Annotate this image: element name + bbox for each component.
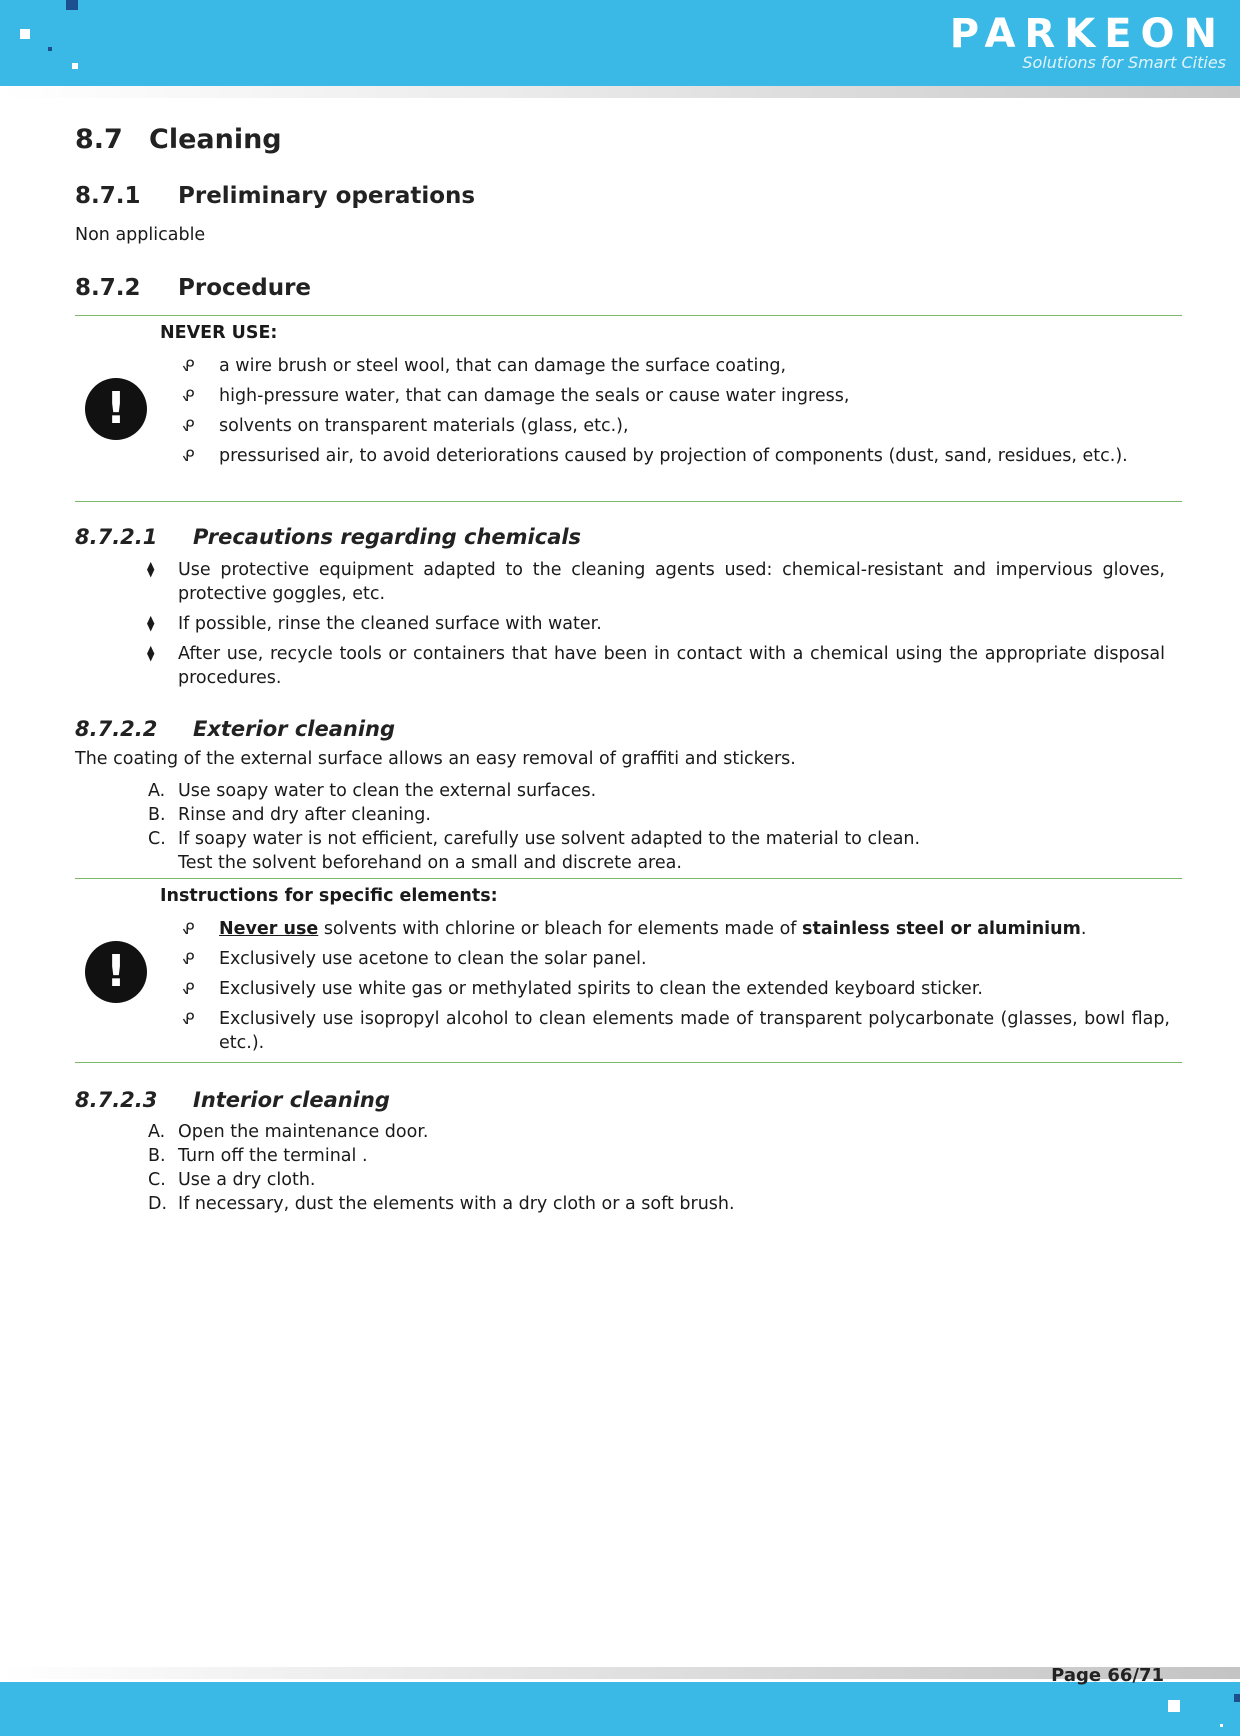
decor-square: [48, 47, 52, 51]
subsubsection-title: Precautions regarding chemicals: [193, 525, 582, 549]
decor-square: [66, 0, 78, 10]
subsubsection-heading-exterior: [75, 717, 395, 741]
brand-name: PARKEON: [949, 11, 1226, 57]
list-item: ⧫ After use, recycle tools or containers that have been in contact with a chemical using the appropriate disposal procedures.: [75, 642, 1165, 690]
list-item: ᕵ solvents on transparent materials (glass, etc.),: [182, 416, 629, 436]
bullet-icon: ᕵ: [182, 980, 195, 998]
interior-steps: [75, 1120, 735, 1216]
bullet-icon: ᕵ: [182, 447, 195, 465]
subsubsection-number: 8.7.2.1: [75, 525, 158, 549]
instructions-list: [75, 917, 1170, 1061]
list-item: ᕵ Exclusively use white gas or methylated spirits to clean the extended keyboard sticker.: [182, 979, 983, 999]
preliminary-text: Non applicable: [75, 225, 206, 245]
subsection-number: 8.7.1: [75, 183, 141, 209]
exterior-steps: [75, 779, 920, 875]
step-item: C. If soapy water is not efficient, carefully use solvent adapted to the material to clean.: [148, 829, 921, 849]
subsection-heading-preliminary: [75, 183, 475, 209]
bullet-icon: ᕵ: [182, 417, 195, 435]
chemical-precautions-list: [75, 558, 1165, 696]
never-use-warning-box: [75, 315, 1182, 502]
list-item: ⧫ If possible, rinse the cleaned surface with water.: [75, 612, 1165, 636]
bullet-icon: ᕵ: [182, 357, 195, 375]
subsection-title: Procedure: [178, 275, 312, 301]
subsubsection-title: Interior cleaning: [193, 1088, 390, 1112]
subsection-title: Preliminary operations: [178, 183, 476, 209]
section-number: 8.7: [75, 124, 123, 155]
step-item: A. Use soapy water to clean the external surfaces.: [148, 781, 597, 801]
header-divider: [0, 86, 1240, 98]
decor-square: [1220, 1724, 1223, 1727]
footer-bar: [0, 1682, 1240, 1736]
exclamation-warning-icon: !: [85, 378, 147, 440]
decor-square: [72, 63, 78, 69]
brand-tagline: Solutions for Smart Cities: [1022, 53, 1226, 72]
subsubsection-heading-interior: [75, 1088, 390, 1112]
exclamation-warning-icon: !: [85, 941, 147, 1003]
step-item: Test the solvent beforehand on a small and discrete area.: [178, 853, 682, 873]
decor-square: [1168, 1700, 1180, 1712]
decor-square: [20, 29, 30, 39]
instructions-warning-box: [75, 878, 1182, 1063]
step-item: B. Rinse and dry after cleaning.: [148, 805, 431, 825]
exterior-intro: The coating of the external surface allows an easy removal of graffiti and stickers.: [75, 749, 796, 769]
bullet-icon: ᕵ: [182, 950, 195, 968]
bullet-icon: ⧫: [147, 560, 155, 578]
brand-logo: [950, 12, 1226, 72]
step-item: C. Use a dry cloth.: [148, 1170, 316, 1190]
section-title: Cleaning: [149, 124, 282, 155]
instructions-title: Instructions for specific elements:: [160, 886, 498, 906]
step-item: B. Turn off the terminal .: [148, 1146, 368, 1166]
step-item: A. Open the maintenance door.: [148, 1122, 429, 1142]
list-item: ᕵ pressurised air, to avoid deteriorations caused by projection of components (dust, sand, residues, etc.).: [182, 446, 1128, 466]
subsection-heading-procedure: [75, 275, 311, 301]
list-item: ᕵ Exclusively use isopropyl alcohol to clean elements made of transparent polycarbonate (glasses, bowl flap, etc.).: [182, 1009, 1170, 1053]
subsubsection-number: 8.7.2.3: [75, 1088, 158, 1112]
list-item: ᕵ Never use solvents with chlorine or bleach for elements made of stainless steel or aluminium.: [182, 919, 1087, 939]
list-item: ⧫ Use protective equipment adapted to the cleaning agents used: chemical-resistant and impervious gloves, protective goggles, etc.: [75, 558, 1165, 606]
subsection-number: 8.7.2: [75, 275, 141, 301]
decor-square: [1234, 1694, 1240, 1702]
bullet-icon: ᕵ: [182, 920, 195, 938]
subsubsection-number: 8.7.2.2: [75, 717, 158, 741]
page-number: Page 66/71: [1051, 1665, 1164, 1686]
warning-list: [75, 354, 1170, 474]
warning-title: NEVER USE:: [160, 323, 278, 343]
list-item: ᕵ Exclusively use acetone to clean the solar panel.: [182, 949, 647, 969]
bullet-icon: ᕵ: [182, 387, 195, 405]
header-bar: [0, 0, 1240, 86]
section-heading: [75, 124, 282, 155]
step-item: D. If necessary, dust the elements with a dry cloth or a soft brush.: [148, 1194, 735, 1214]
bullet-icon: ⧫: [147, 614, 155, 632]
bullet-icon: ⧫: [147, 644, 155, 662]
list-item: ᕵ a wire brush or steel wool, that can damage the surface coating,: [182, 356, 787, 376]
subsubsection-title: Exterior cleaning: [193, 717, 396, 741]
subsubsection-heading-chemicals: [75, 525, 581, 549]
bullet-icon: ᕵ: [182, 1010, 195, 1028]
list-item: ᕵ high-pressure water, that can damage the seals or cause water ingress,: [182, 386, 850, 406]
